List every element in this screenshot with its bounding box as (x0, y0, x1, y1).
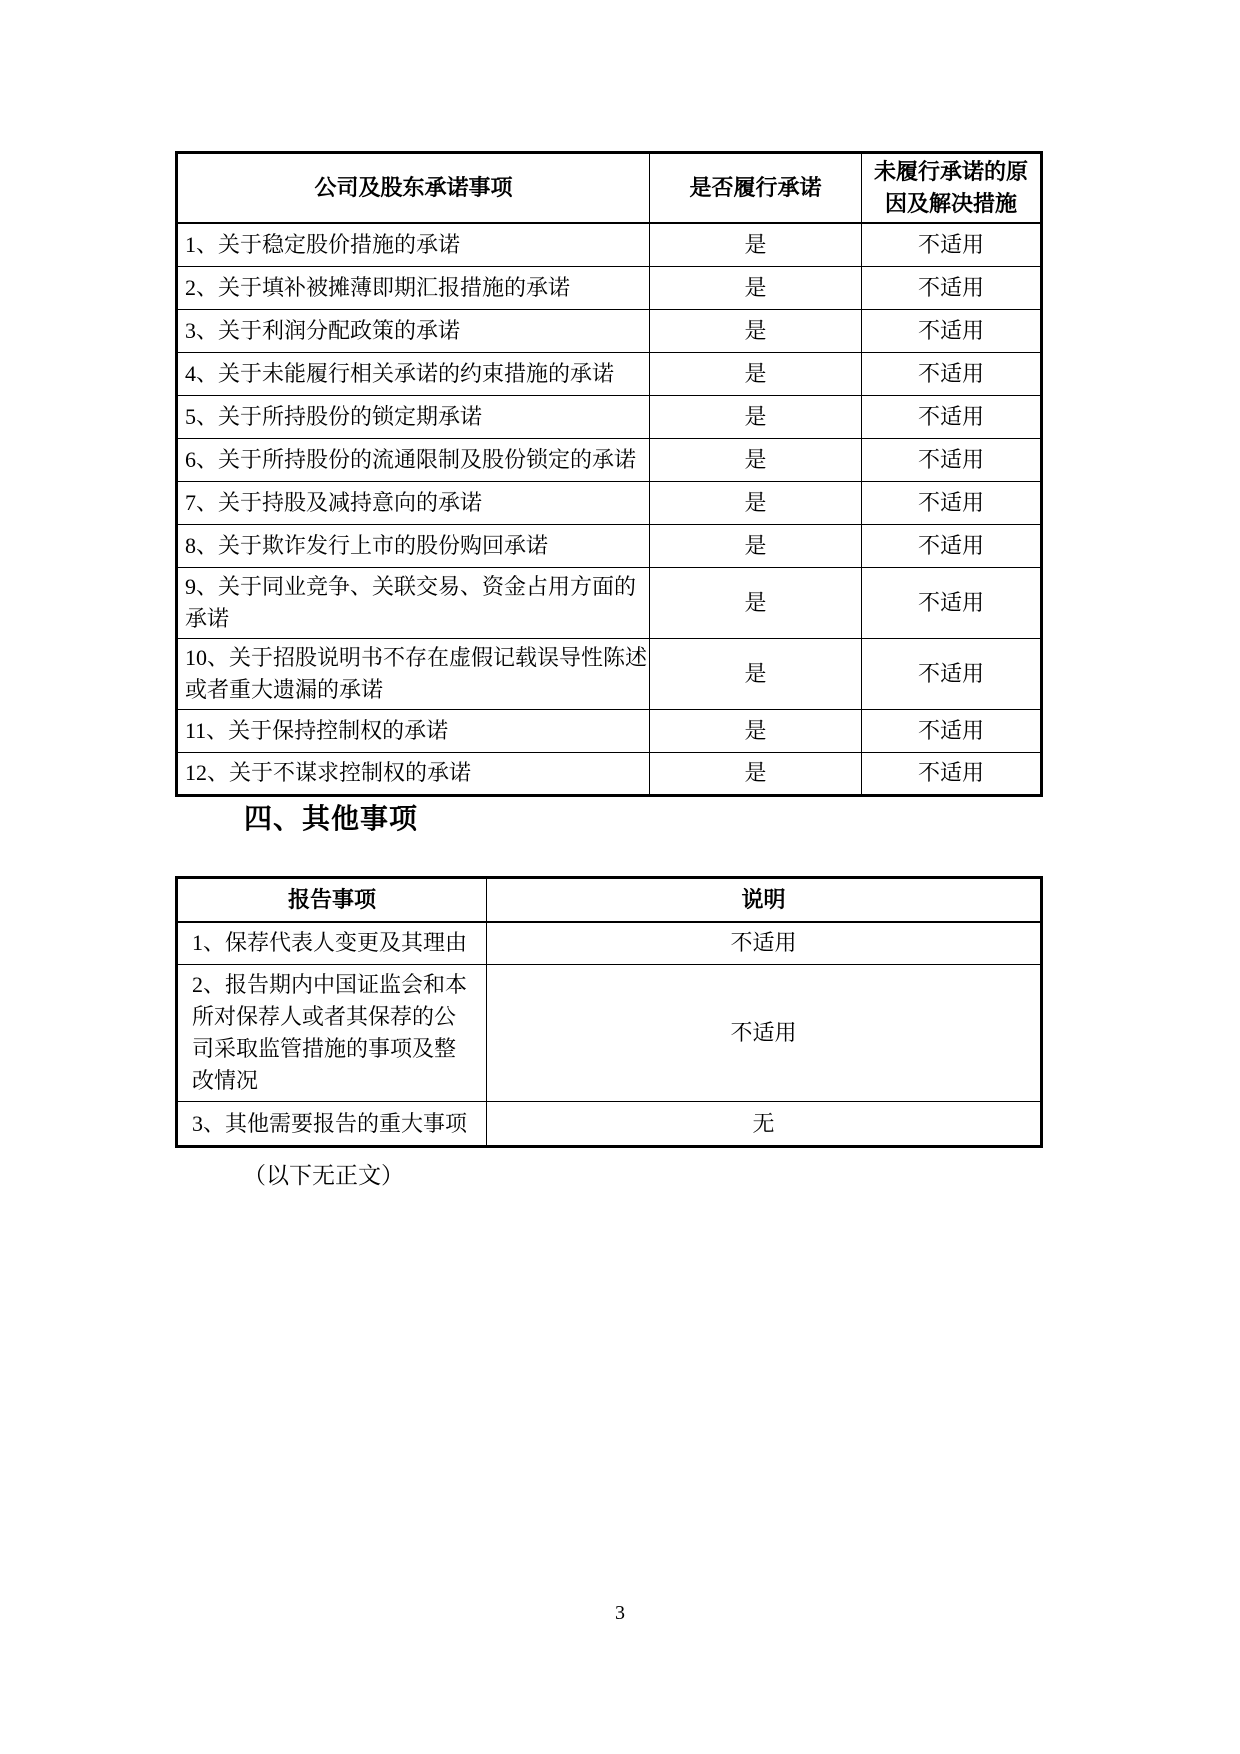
commitment-item: 1、关于稳定股价措施的承诺 (177, 223, 650, 266)
reason-value: 不适用 (862, 481, 1042, 524)
fulfilled-value: 是 (650, 395, 862, 438)
description-value: 不适用 (487, 965, 1042, 1102)
reason-value: 不适用 (862, 309, 1042, 352)
commitment-item: 6、关于所持股份的流通限制及股份锁定的承诺 (177, 438, 650, 481)
commitment-item: 7、关于持股及减持意向的承诺 (177, 481, 650, 524)
table-row (177, 752, 1042, 795)
table-row (177, 524, 1042, 567)
report-item: 2、报告期内中国证监会和本所对保荐人或者其保荐的公司采取监管措施的事项及整改情况 (177, 965, 487, 1102)
table-row (177, 223, 1042, 266)
fulfilled-value: 是 (650, 524, 862, 567)
fulfilled-value: 是 (650, 352, 862, 395)
reason-value: 不适用 (862, 352, 1042, 395)
table-row (177, 965, 1042, 1102)
table-row (177, 395, 1042, 438)
commitment-item: 4、关于未能履行相关承诺的约束措施的承诺 (177, 352, 650, 395)
fulfilled-value: 是 (650, 709, 862, 752)
other-matters-header-row (177, 878, 1042, 922)
commitment-item: 9、关于同业竞争、关联交易、资金占用方面的承诺 (177, 567, 650, 638)
fulfilled-value: 是 (650, 223, 862, 266)
fulfilled-value: 是 (650, 752, 862, 795)
commitments-table (175, 151, 1043, 797)
fulfilled-value: 是 (650, 567, 862, 638)
commitment-item: 8、关于欺诈发行上市的股份购回承诺 (177, 524, 650, 567)
table-row (177, 438, 1042, 481)
closing-note: （以下无正文） (243, 1163, 404, 1188)
reason-value: 不适用 (862, 438, 1042, 481)
fulfilled-value: 是 (650, 481, 862, 524)
table-row (177, 352, 1042, 395)
table-row (177, 709, 1042, 752)
commitments-header-row (177, 153, 1042, 224)
reason-value: 不适用 (862, 395, 1042, 438)
reason-value: 不适用 (862, 752, 1042, 795)
fulfilled-value: 是 (650, 309, 862, 352)
table-row (177, 922, 1042, 965)
table-row (177, 1102, 1042, 1147)
fulfilled-value: 是 (650, 266, 862, 309)
reason-value: 不适用 (862, 709, 1042, 752)
description-value: 不适用 (487, 922, 1042, 965)
commitment-item: 5、关于所持股份的锁定期承诺 (177, 395, 650, 438)
reason-value: 不适用 (862, 266, 1042, 309)
commitment-item: 10、关于招股说明书不存在虚假记载误导性陈述或者重大遗漏的承诺 (177, 638, 650, 709)
commitment-item: 3、关于利润分配政策的承诺 (177, 309, 650, 352)
report-item: 1、保荐代表人变更及其理由 (177, 922, 487, 965)
commitment-item: 12、关于不谋求控制权的承诺 (177, 752, 650, 795)
col-header-report-item: 报告事项 (177, 878, 487, 922)
report-item: 3、其他需要报告的重大事项 (177, 1102, 487, 1147)
section-heading: 四、其他事项 (244, 804, 419, 835)
table-row (177, 266, 1042, 309)
col-header-description: 说明 (487, 878, 1042, 922)
col-header-commitment-item: 公司及股东承诺事项 (177, 153, 650, 224)
col-header-reason: 未履行承诺的原因及解决措施 (862, 153, 1042, 224)
fulfilled-value: 是 (650, 638, 862, 709)
reason-value: 不适用 (862, 223, 1042, 266)
description-value: 无 (487, 1102, 1042, 1147)
table-row (177, 481, 1042, 524)
reason-value: 不适用 (862, 638, 1042, 709)
fulfilled-value: 是 (650, 438, 862, 481)
commitment-item: 11、关于保持控制权的承诺 (177, 709, 650, 752)
table-row (177, 638, 1042, 709)
col-header-fulfilled: 是否履行承诺 (650, 153, 862, 224)
table-row (177, 309, 1042, 352)
reason-value: 不适用 (862, 524, 1042, 567)
other-matters-table (175, 876, 1043, 1148)
commitment-item: 2、关于填补被摊薄即期汇报措施的承诺 (177, 266, 650, 309)
table-row (177, 567, 1042, 638)
reason-value: 不适用 (862, 567, 1042, 638)
page-number: 3 (615, 1602, 625, 1624)
